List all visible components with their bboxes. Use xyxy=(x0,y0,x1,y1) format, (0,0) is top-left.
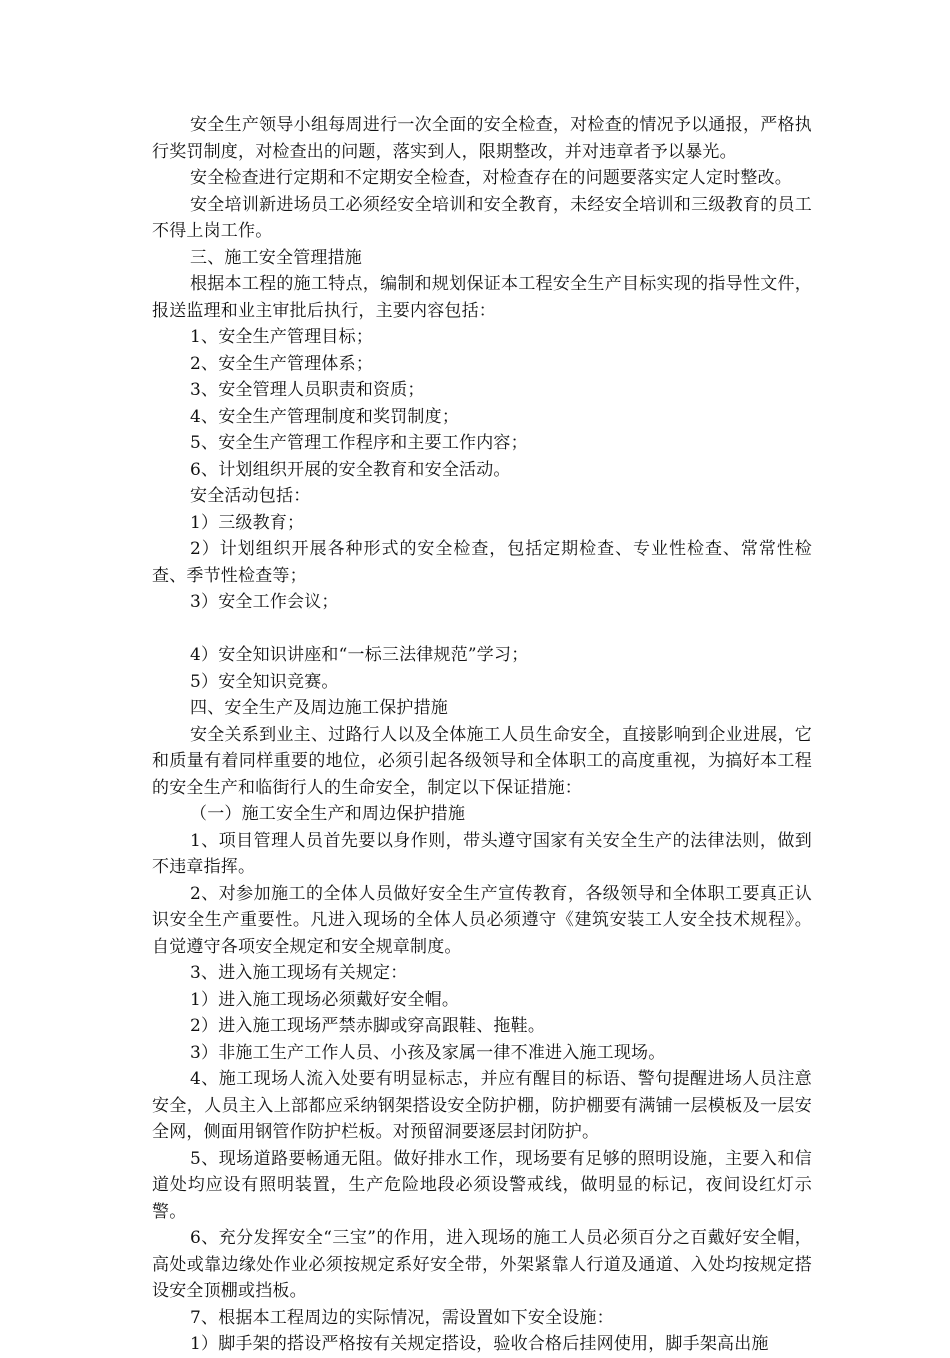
list-item: 3）非施工生产工作人员、小孩及家属一律不准进入施工现场。 xyxy=(190,1042,666,1063)
list-item: 7、根据本工程周边的实际情况，需设置如下安全设施： xyxy=(190,1307,614,1328)
list-item: 1）进入施工现场必须戴好安全帽。 xyxy=(190,989,460,1010)
section-heading: 四、安全生产及周边施工保护措施 xyxy=(190,698,448,718)
list-item: 1）三级教育； xyxy=(190,512,305,533)
list-item: 1、项目管理人员首先要以身作则，带头遵守国家有关安全生产的法律法则，做到不违章指挥。 xyxy=(152,830,812,877)
document-body xyxy=(152,112,812,1358)
list-item: 1、安全生产管理目标； xyxy=(190,327,374,347)
list-item: 5、安全生产管理工作程序和主要工作内容； xyxy=(190,433,528,453)
list-item: 3、安全管理人员职责和资质； xyxy=(190,380,425,400)
paragraph: 安全检查进行定期和不定期安全检查，对检查存在的问题要落实定人定时整改。 xyxy=(190,168,792,188)
subsection-heading: （一）施工安全生产和周边保护措施 xyxy=(190,804,466,824)
list-item: 2、安全生产管理体系； xyxy=(190,353,374,374)
list-item: 1）脚手架的搭设严格按有关规定搭设，验收合格后挂网使用，脚手架高出施 xyxy=(190,1334,769,1354)
list-item: 3）安全工作会议； xyxy=(190,592,339,612)
paragraph: 安全活动包括： xyxy=(190,486,311,506)
list-item: 4、安全生产管理制度和奖罚制度； xyxy=(190,406,460,427)
paragraph: 安全生产领导小组每周进行一次全面的安全检查，对检查的情况予以通报，严格执行奖罚制度，对检查出的问题，落实到人，限期整改，并对违章者予以暴光。 xyxy=(152,115,812,162)
list-item: 2）计划组织开展各种形式的安全检查，包括定期检查、专业性检查、常常性检查、季节性检查等； xyxy=(152,539,812,586)
list-item: 2）进入施工现场严禁赤脚或穿高跟鞋、拖鞋。 xyxy=(190,1016,546,1036)
list-item: 4）安全知识讲座和“一标三法律规范”学习； xyxy=(190,645,529,665)
list-item: 5）安全知识竞赛。 xyxy=(190,671,339,692)
list-item: 3、进入施工现场有关规定： xyxy=(190,963,408,983)
list-item: 6、充分发挥安全“三宝”的作用，进入现场的施工人员必须百分之百戴好安全帽，高处或靠边缘处作业必须按规定系好安全带，外架紧靠人行道及通道、入处均按规定搭设安全顶棚或挡板。 xyxy=(152,1228,812,1301)
list-item: 4、施工现场人流入处要有明显标志，并应有醒目的标语、警句提醒进场人员注意安全，人员主入上部都应采纳钢架搭设安全防护棚，防护棚要有满铺一层模板及一层安全网，侧面用钢管作防护栏板。对预留洞要逐层封闭防护。 xyxy=(152,1069,812,1142)
paragraph: 安全关系到业主、过路行人以及全体施工人员生命安全，直接影响到企业进展，它和质量有着同样重要的地位，必须引起各级领导和全体职工的高度重视，为搞好本工程的安全生产和临街行人的生命安全，制定以下保证措施： xyxy=(152,724,812,798)
section-heading: 三、施工安全管理措施 xyxy=(190,247,362,268)
blank-line xyxy=(152,616,812,643)
list-item: 2、对参加施工的全体人员做好安全生产宣传教育，各级领导和全体职工要真正认识安全生产重要性。凡进入现场的全体人员必须遵守《建筑安装工人安全技术规程》。自觉遵守各项安全规定和安全规章制度。 xyxy=(152,883,812,957)
list-item: 6、计划组织开展的安全教育和安全活动。 xyxy=(190,459,511,480)
paragraph: 根据本工程的施工特点，编制和规划保证本工程安全生产目标实现的指导性文件，报送监理和业主审批后执行，主要内容包括： xyxy=(152,274,812,321)
paragraph: 安全培训新进场员工必须经安全培训和安全教育，未经安全培训和三级教育的员工不得上岗工作。 xyxy=(152,194,812,241)
list-item: 5、现场道路要畅通无阻。做好排水工作，现场要有足够的照明设施，主要入和信道处均应设有照明装置，生产危险地段必须设警戒线，做明显的标记，夜间设红灯示警。 xyxy=(152,1148,812,1222)
